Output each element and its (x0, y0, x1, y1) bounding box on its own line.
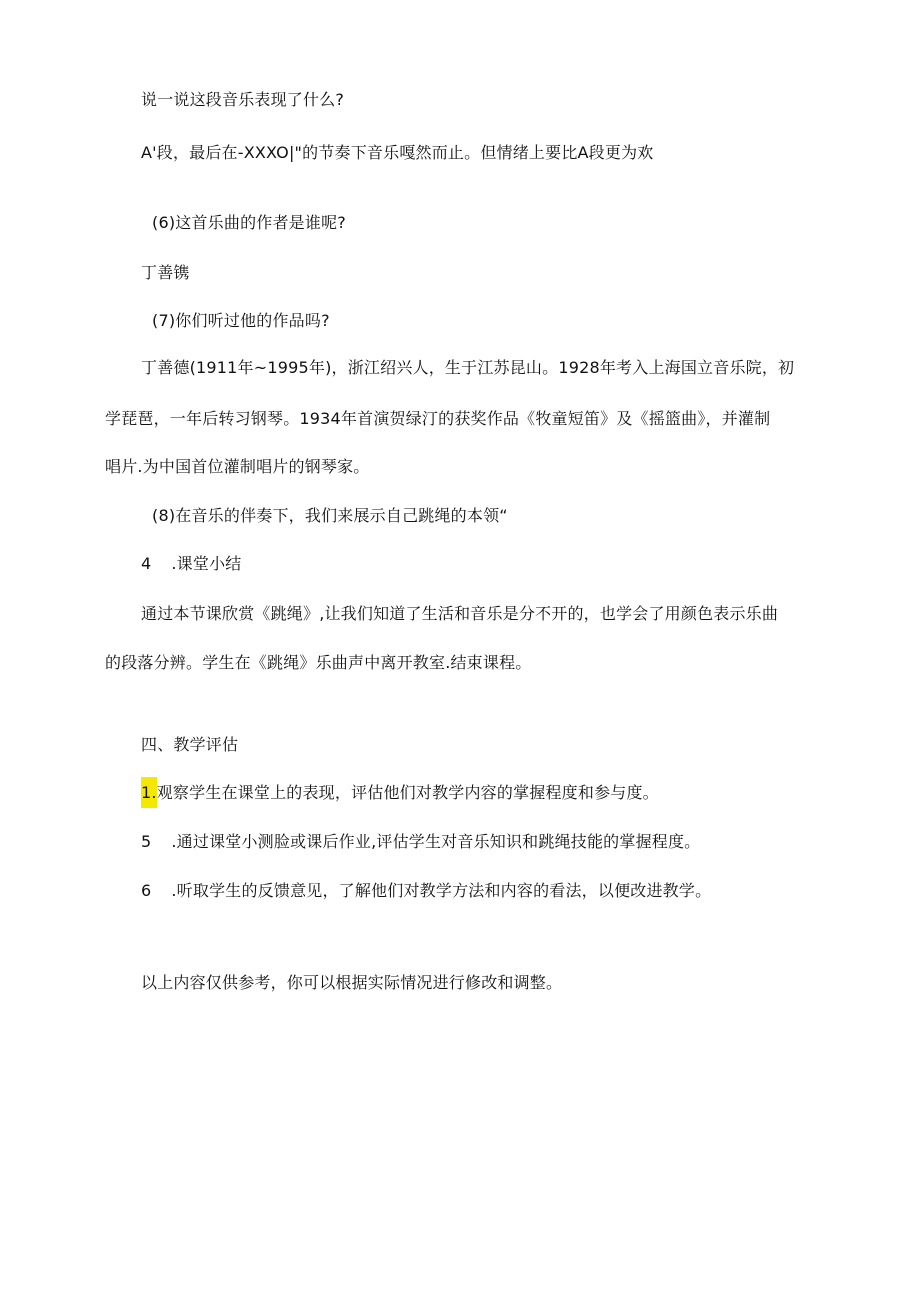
evaluation-item-6-number: 6 (141, 881, 152, 900)
question-6: (6)这首乐曲的作者是谁呢? (152, 213, 346, 232)
evaluation-item-5-text: .通过课堂小测脸或课后作业,评估学生对音乐知识和跳绳技能的掌握程度。 (171, 832, 701, 851)
evaluation-item-6-text: .听取学生的反馈意见，了解他们对教学方法和内容的看法，以便改进教学。 (171, 881, 712, 900)
closing-note: 以上内容仅供参考，你可以根据实际情况进行修改和调整。 (141, 973, 563, 992)
section-4-title: .课堂小结 (171, 554, 242, 573)
highlighted-number: 1. (141, 777, 157, 808)
section-4-heading (141, 553, 241, 575)
section-heading-evaluation: 四、教学评估 (141, 735, 239, 754)
section-a-prime-line: A'段，最后在-XXXO|"的节奏下音乐嘎然而止。但情绪上要比A段更为欢 (141, 143, 654, 162)
evaluation-item-1 (141, 782, 659, 804)
evaluation-item-5-number: 5 (141, 832, 152, 851)
bio-paragraph-line-1: 丁善德(1911年~1995年)，浙江绍兴人，生于江苏昆山。1928年考入上海国立音乐院，初 (141, 358, 795, 377)
answer-composer: 丁善镌 (141, 263, 190, 282)
evaluation-item-5 (141, 831, 700, 853)
bio-paragraph-line-3: 唱片.为中国首位灌制唱片的钢琴家。 (105, 457, 370, 476)
bio-paragraph-line-2: 学琵琶，一年后转习钢琴。1934年首演贺绿汀的获奖作品《牧童短笛》及《摇篮曲》，并灌制 (105, 409, 771, 428)
evaluation-item-6 (141, 880, 711, 902)
summary-paragraph-line-2: 的段落分辨。学生在《跳绳》乐曲声中离开教室.结束课程。 (105, 653, 532, 672)
evaluation-item-1-text: 观察学生在课堂上的表现，评估他们对教学内容的掌握程度和参与度。 (156, 783, 659, 802)
summary-paragraph-line-1: 通过本节课欣赏《跳绳》,让我们知道了生活和音乐是分不开的，也学会了用颜色表示乐曲 (141, 604, 779, 623)
question-8: (8)在音乐的伴奏下，我们来展示自己跳绳的本领“ (152, 506, 508, 525)
section-4-number: 4 (141, 554, 152, 573)
question-7: (7)你们听过他的作品吗? (152, 311, 330, 330)
question-line: 说一说这段音乐表现了什么? (141, 90, 345, 109)
